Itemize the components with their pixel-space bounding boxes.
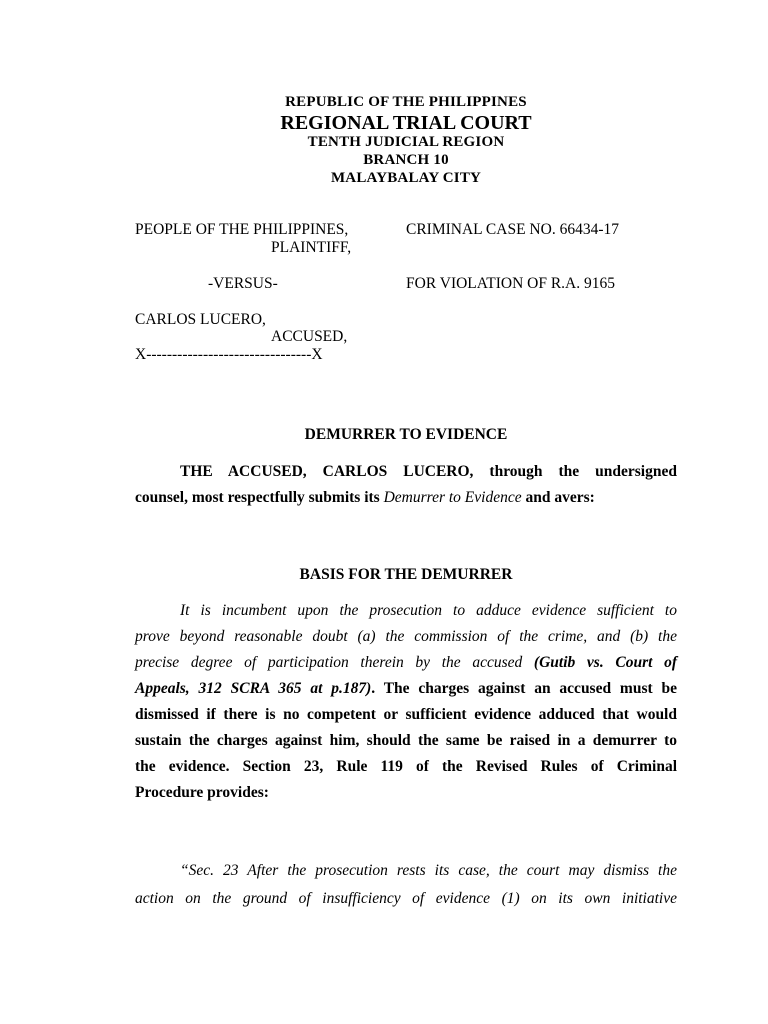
header-city: MALAYBALAY CITY — [330, 170, 482, 186]
header-republic: REPUBLIC OF THE PHILIPPINES — [285, 94, 527, 110]
intro-text: , through the undersigned — [469, 463, 677, 480]
demurrer-italic: Demurrer to Evidence — [383, 489, 522, 506]
accused-name: CARLOS LUCERO, — [135, 311, 266, 328]
versus-label: -VERSUS- — [208, 275, 278, 292]
plaintiff-role: PLAINTIFF, — [271, 239, 352, 256]
basis-text: precise degree of participation therein by the accused — [135, 654, 534, 671]
basis-line: dismissed if there is no competent or sufficient evidence adduced that would — [135, 706, 677, 723]
basis-line: sustain the charges against him, should the same be raised in a demurrer to — [135, 732, 677, 749]
quote-line: action on the ground of insufficiency of evidence (1) on its own initiative — [135, 890, 677, 907]
basis-paragraph — [135, 598, 677, 806]
intro-text: and avers: — [521, 489, 595, 506]
quote-paragraph — [135, 857, 677, 913]
intro-text: counsel, most respectfully submits its — [135, 489, 384, 506]
violation-label: FOR VIOLATION OF R.A. 9165 — [406, 275, 615, 292]
header-court: REGIONAL TRIAL COURT — [280, 112, 532, 134]
basis-line: the evidence. Section 23, Rule 119 of the Revised Rules of Criminal — [135, 758, 677, 775]
basis-line: prove beyond reasonable doubt (a) the commission of the crime, and (b) the — [135, 628, 677, 645]
plaintiff-name: PEOPLE OF THE PHILIPPINES, — [135, 221, 349, 238]
basis-line: Procedure provides: — [135, 784, 269, 801]
intro-line — [135, 459, 677, 485]
header-region: TENTH JUDICIAL REGION — [307, 134, 505, 150]
accused-name-inline: THE ACCUSED, CARLOS LUCERO — [180, 463, 470, 480]
document-title: DEMURRER TO EVIDENCE — [304, 426, 508, 443]
header-branch: BRANCH 10 — [363, 152, 449, 168]
case-number: CRIMINAL CASE NO. 66434-17 — [406, 221, 619, 238]
basis-line: It is incumbent upon the prosecution to adduce evidence sufficient to — [180, 602, 677, 619]
citation-text: Appeals, 312 SCRA 365 at p.187) — [135, 680, 372, 697]
accused-role: ACCUSED, — [271, 328, 348, 345]
caption-divider: X--------------------------------X — [135, 346, 323, 363]
citation-text: (Gutib vs. Court of — [533, 654, 677, 671]
intro-paragraph — [135, 459, 677, 511]
basis-heading: BASIS FOR THE DEMURRER — [299, 566, 513, 583]
intro-line — [135, 485, 677, 511]
basis-line — [135, 650, 677, 676]
quote-line: “Sec. 23 After the prosecution rests its case, the court may dismiss the — [180, 862, 677, 879]
basis-text: . The charges against an accused must be — [371, 680, 677, 697]
basis-line — [135, 676, 677, 702]
